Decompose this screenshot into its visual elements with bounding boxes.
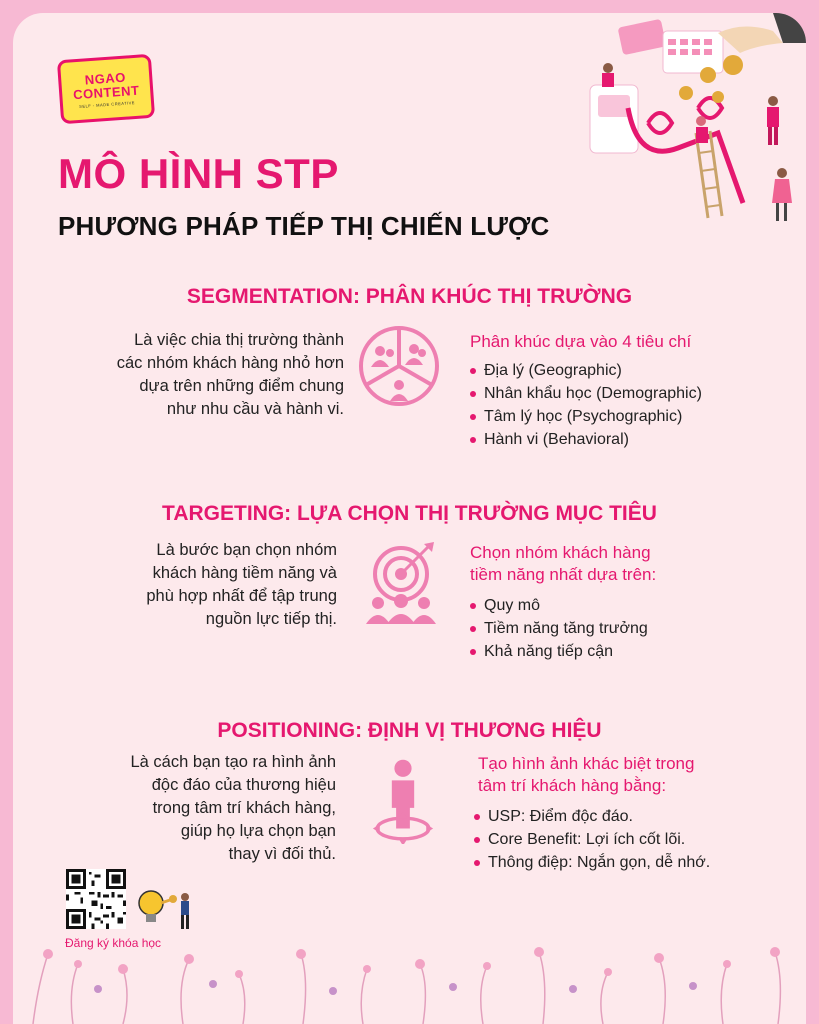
segmentation-criteria-list xyxy=(468,359,702,451)
brand-logo[interactable] xyxy=(59,57,153,125)
criteria-title-line: Chọn nhóm khách hàng xyxy=(470,543,651,562)
list-item: Core Benefit: Lợi ích cốt lõi. xyxy=(472,828,710,851)
positioning-heading: POSITIONING: ĐỊNH VỊ THƯƠNG HIỆU xyxy=(217,719,602,742)
segmentation-pie-icon xyxy=(356,323,442,409)
logo-box xyxy=(57,54,155,124)
desc-line: Là cách bạn tạo ra hình ảnh xyxy=(130,753,336,771)
positioning-criteria-list xyxy=(472,805,710,874)
logo-tagline: SELF - MADE CREATIVE xyxy=(78,99,136,109)
list-item: Nhân khẩu học (Demographic) xyxy=(468,382,702,405)
desc-line: thay vì đối thủ. xyxy=(228,845,336,863)
desc-line: độc đáo của thương hiệu xyxy=(151,776,336,794)
desc-line: Là bước bạn chọn nhóm xyxy=(156,541,337,559)
criteria-title-line: tâm trí khách hàng bằng: xyxy=(478,776,667,795)
positioning-description xyxy=(46,751,336,866)
qr-code-icon[interactable] xyxy=(66,869,126,929)
desc-line: nguồn lực tiếp thị. xyxy=(205,610,337,628)
desc-line: khách hàng tiềm năng và xyxy=(152,564,337,582)
segmentation-description xyxy=(54,329,344,421)
segmentation-heading: SEGMENTATION: PHÂN KHÚC THỊ TRƯỜNG xyxy=(186,285,633,308)
criteria-title-line: Tạo hình ảnh khác biệt trong xyxy=(478,754,695,773)
criteria-title-line: Phân khúc dựa vào 4 tiêu chí xyxy=(470,332,692,351)
marketing-illustration xyxy=(568,13,806,238)
list-item: Quy mô xyxy=(468,594,648,617)
targeting-criteria-list xyxy=(468,594,648,663)
positioning-person-icon xyxy=(360,758,446,844)
flower-border-decoration xyxy=(13,929,806,1024)
criteria-title-line: tiềm năng nhất dựa trên: xyxy=(470,565,657,584)
list-item: USP: Điểm độc đáo. xyxy=(472,805,710,828)
desc-line: giúp họ lựa chọn bạn xyxy=(180,822,336,840)
lightbulb-key-icon xyxy=(135,885,197,933)
desc-line: Là việc chia thị trường thành xyxy=(134,331,344,349)
desc-line: dựa trên những điểm chung xyxy=(139,377,344,395)
list-item: Thông điệp: Ngắn gọn, dễ nhớ. xyxy=(472,851,710,874)
desc-line: như nhu cầu và hành vi. xyxy=(166,400,344,418)
segmentation-criteria-title xyxy=(470,331,770,353)
list-item: Tiềm năng tăng trưởng xyxy=(468,617,648,640)
page-title: MÔ HÌNH STP xyxy=(58,150,339,197)
infographic-card xyxy=(13,13,806,1024)
list-item: Tâm lý học (Psychographic) xyxy=(468,405,702,428)
page-subtitle: PHƯƠNG PHÁP TIẾP THỊ CHIẾN LƯỢC xyxy=(58,211,550,241)
desc-line: phù hợp nhất để tập trung xyxy=(146,587,337,605)
logo-line-1: NGAO xyxy=(84,69,127,87)
targeting-heading: TARGETING: LỰA CHỌN THỊ TRƯỜNG MỤC TIÊU xyxy=(162,502,657,525)
list-item: Khả năng tiếp cận xyxy=(468,640,648,663)
targeting-description xyxy=(47,539,337,631)
desc-line: các nhóm khách hàng nhỏ hơn xyxy=(116,354,344,372)
target-audience-icon xyxy=(358,540,444,626)
targeting-criteria-title xyxy=(470,542,770,586)
register-course-link[interactable]: Đăng ký khóa học xyxy=(65,936,162,950)
list-item: Hành vi (Behavioral) xyxy=(468,428,702,451)
desc-line: trong tâm trí khách hàng, xyxy=(152,799,336,817)
logo-line-2: CONTENT xyxy=(72,82,140,102)
list-item: Địa lý (Geographic) xyxy=(468,359,702,382)
positioning-criteria-title xyxy=(478,753,778,797)
